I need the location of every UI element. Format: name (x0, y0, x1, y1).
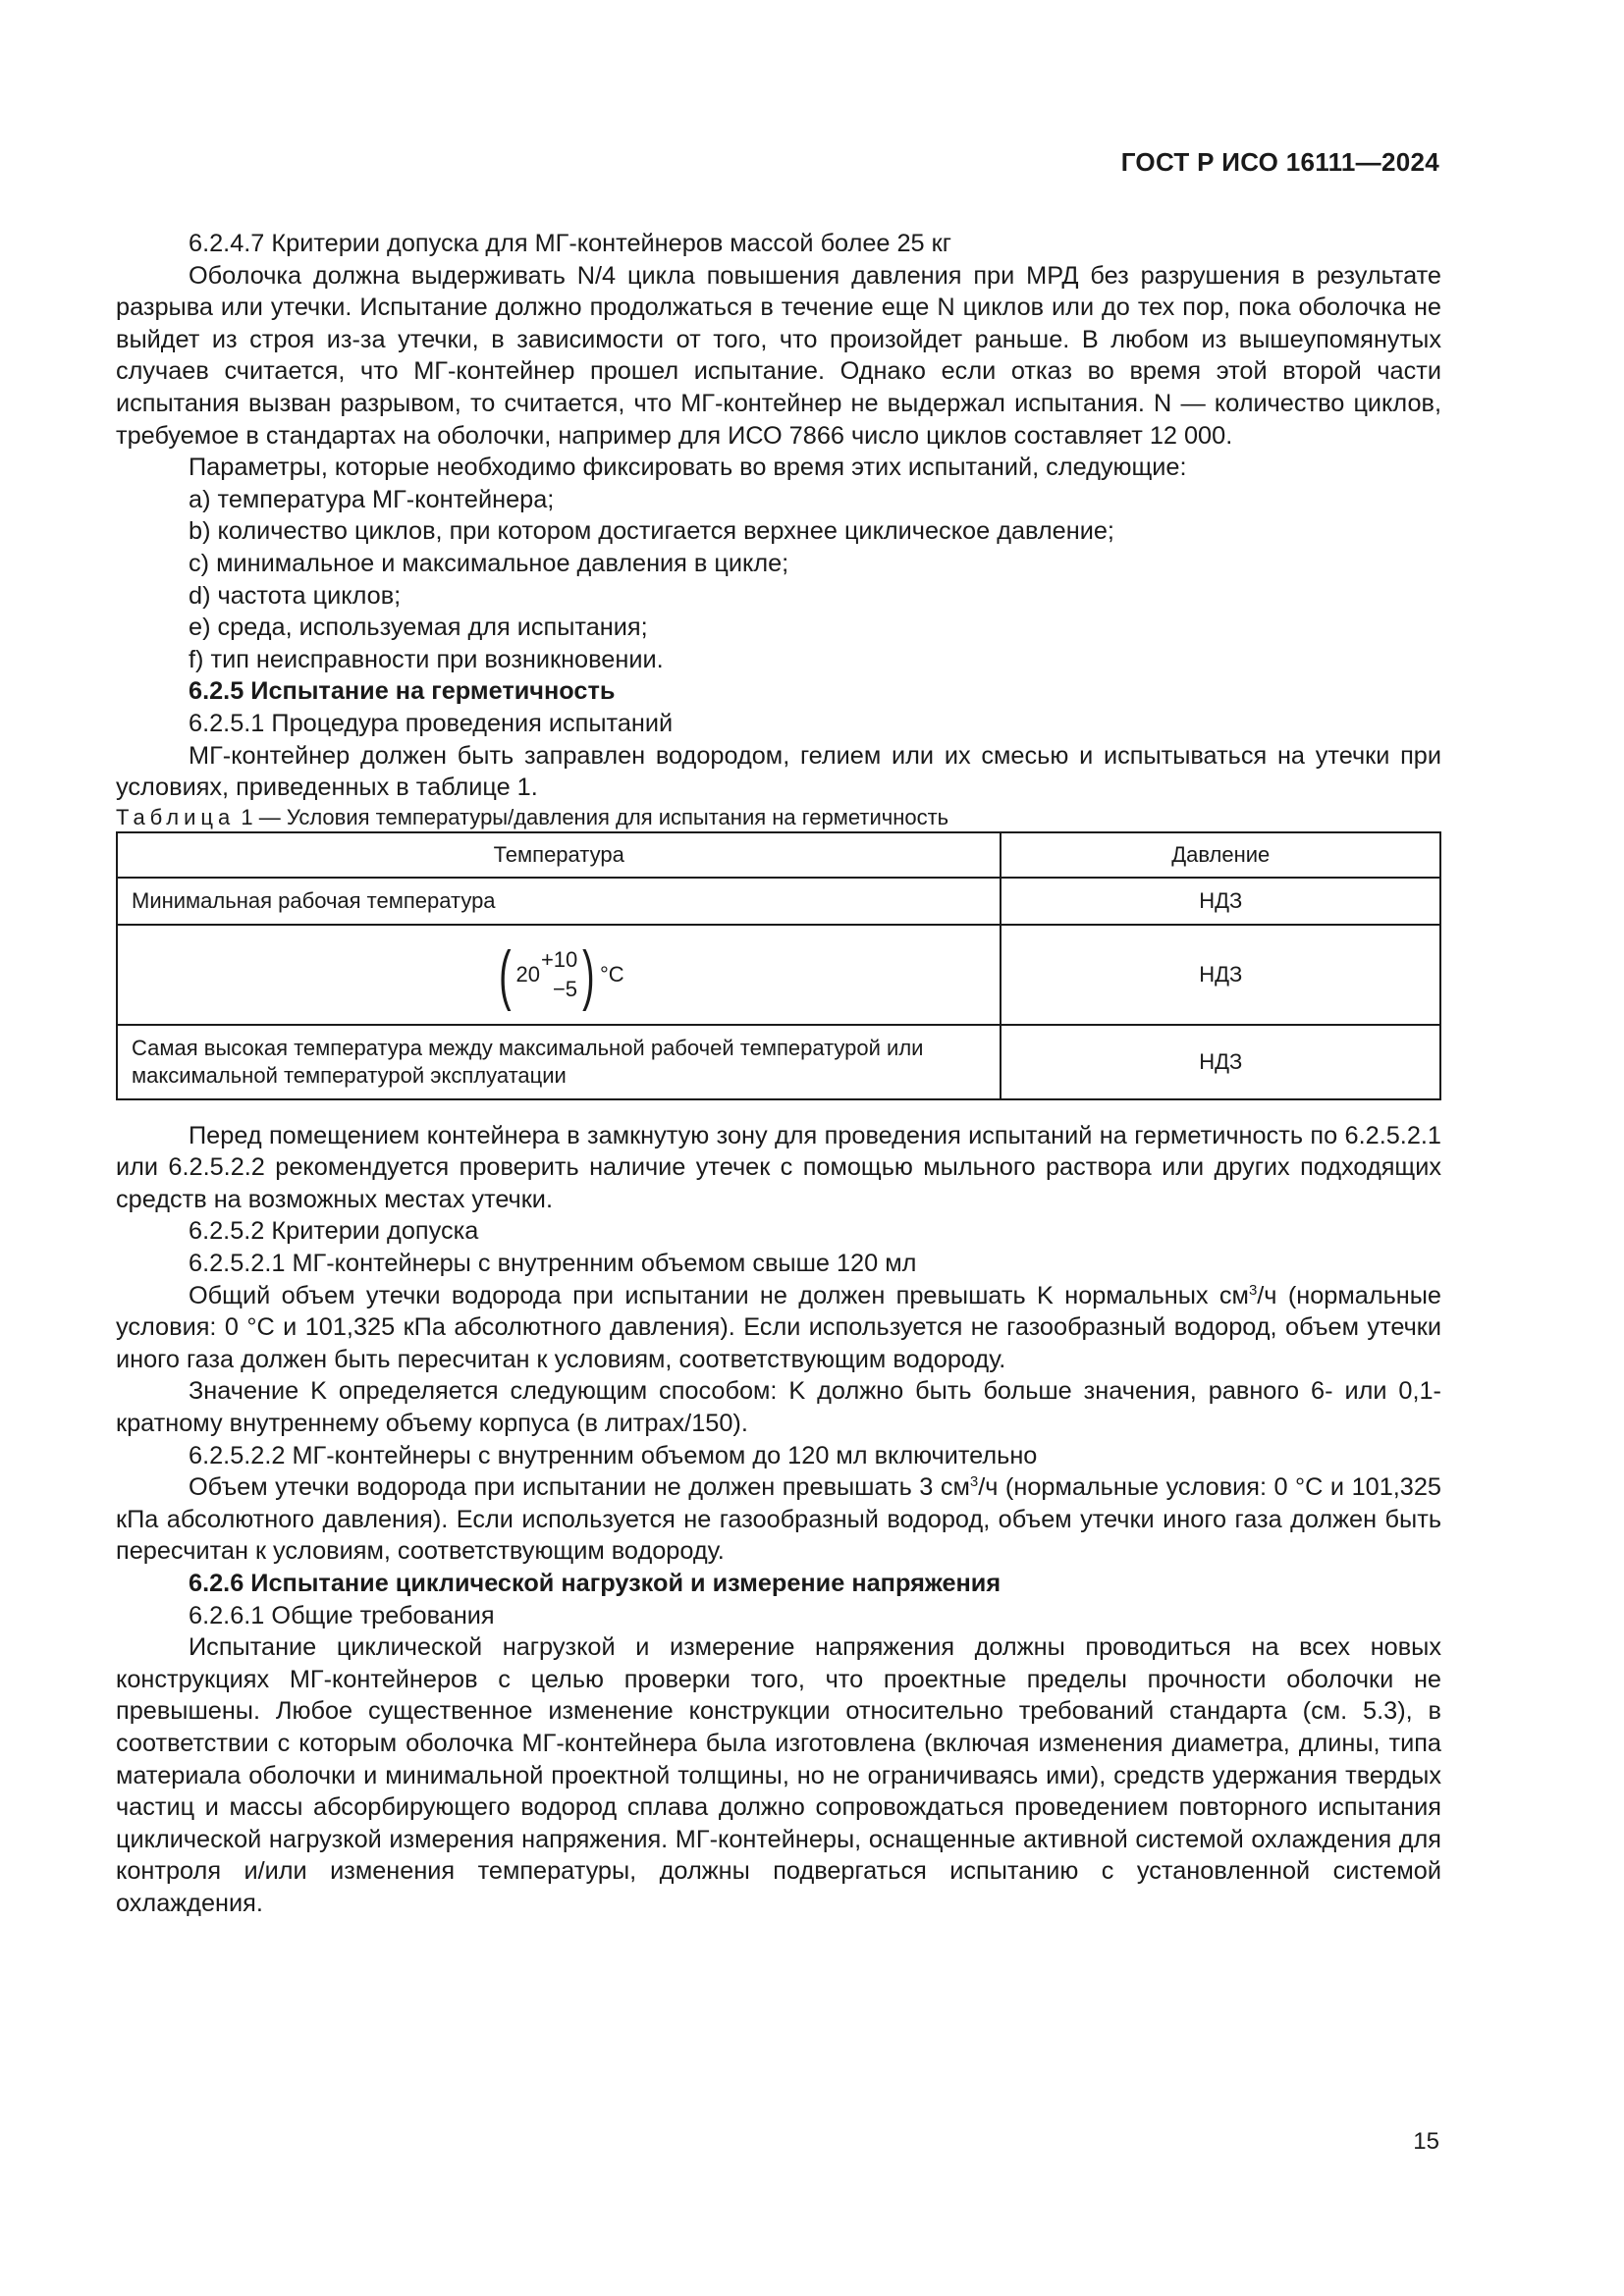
text-fragment: /ч (нормальные условия: 0 °C и 101,325 кПа абсолютного давления). Если используется не газообразный водород, объем утечки иного газа должен быть пересчитан к условиям, соответствующим водороду. (116, 1473, 1442, 1566)
right-paren: ) (582, 936, 595, 1012)
table-header-temperature: Температура (117, 832, 1001, 878)
table-row (117, 925, 1440, 1025)
table-caption-text: 1 — Условия температуры/давления для испытания на герметичность (235, 804, 949, 829)
table-row (117, 878, 1440, 925)
text-fragment: Объем утечки водорода при испытании не должен превышать 3 см (189, 1473, 970, 1502)
temperature-expression (494, 936, 624, 1012)
table-cell-temperature (117, 925, 1001, 1025)
table-header-row (117, 832, 1440, 878)
section-6-2-5-2-2-title: 6.2.5.2.2 МГ-контейнеры с внутренним объемом до 120 мл включительно (189, 1441, 1038, 1469)
table-caption-label: Таблица (116, 804, 236, 829)
list-item: c) минимальное и максимальное давления в цикле; (189, 549, 789, 577)
paragraph-parameters-intro: Параметры, которые необходимо фиксировать во время этих испытаний, следующие: (189, 454, 1187, 482)
tolerance-minus: −5 (552, 976, 578, 1001)
paragraph-before-test: Перед помещением контейнера в замкнутую зону для проведения испытаний на герметичность по 6.2.5.2.1 или 6.2.5.2.2 рекомендуется проверить наличие утечек с помощью мыльного раствора или других подходящих средств на возможных местах утечки. (116, 1121, 1441, 1213)
table-row (117, 1025, 1440, 1099)
section-6-2-4-7-title: 6.2.4.7 Критерии допуска для МГ-контейнеров массой более 25 кг (189, 230, 951, 257)
temperature-base: 20 (515, 961, 540, 987)
list-item: e) среда, используемая для испытания; (189, 614, 648, 642)
list-item: b) количество циклов, при котором достигается верхнее циклическое давление; (189, 517, 1114, 546)
paragraph-shell-requirements: Оболочка должна выдерживать N/4 цикла повышения давления при МРД без разрушения в результате разрыва или утечки. Испытание должно продолжаться в течение еще N циклов или до тех пор, пока оболочка не выйдет из строя из-за утечки, в зависимости от того, что произойдет раньше. В любом из вышеупомянутых случаев считается, что МГ-контейнер прошел испытание. Однако если отказ во время этой второй части испытания вызван разрывом, то считается, что МГ-контейнер не выдержал испытания. N — количество циклов, требуемое в стандартах на оболочки, например для ИСО 7866 число циклов составляет 12 000. (116, 261, 1441, 450)
table-header-pressure: Давление (1001, 832, 1440, 878)
table-cell-temperature: Самая высокая температура между максимальной рабочей температурой или максимальной температурой эксплуатации (117, 1025, 1001, 1099)
list-item: a) температура МГ-контейнера; (189, 485, 555, 513)
superscript: 3 (969, 1473, 979, 1491)
section-6-2-6-heading: 6.2.6 Испытание циклической нагрузкой и измерение напряжения (189, 1570, 1001, 1597)
table-cell-pressure: НДЗ (1001, 925, 1440, 1025)
section-6-2-5-heading: 6.2.5 Испытание на герметичность (189, 677, 616, 706)
document-body (116, 228, 1441, 1920)
temperature-tolerance (541, 945, 577, 1004)
text-fragment: Общий объем утечки водорода при испытании не должен превышать K нормальных см (189, 1281, 1249, 1309)
document-header: ГОСТ Р ИСО 16111—2024 (1120, 147, 1439, 177)
superscript: 3 (1248, 1281, 1258, 1299)
temperature-unit: °C (599, 961, 624, 987)
left-paren: ( (498, 936, 512, 1012)
table-cell-temperature: Минимальная рабочая температура (117, 878, 1001, 925)
conditions-table (116, 831, 1441, 1100)
list-item: f) тип неисправности при возникновении. (189, 645, 664, 673)
list-item: d) частота циклов; (189, 581, 402, 610)
paragraph-k-value: Значение K определяется следующим способом: K должно быть больше значения, равного 6- или 0,1-кратному внутреннему объему корпуса (в литрах/150). (116, 1377, 1441, 1438)
paragraph-cyclic-load: Испытание циклической нагрузкой и измерение напряжения должны проводиться на всех новых конструкциях МГ-контейнеров с целью проверки того, что проектные пределы прочности оболочки не превышены. Любое существенное изменение конструкции относительно требований стандарта (см. 5.3), в соответствии с которым оболочка МГ-контейнера была изготовлена (включая изменения диаметра, длины, типа материала оболочки и минимальной проектной толщины, но не ограничиваясь ими), средств удержания твердых частиц и массы абсорбирующего водород сплава должно сопровождаться проведением повторного испытания циклической нагрузкой измерения напряжения. МГ-контейнеры, оснащенные активной системой охлаждения для контроля и/или изменения температуры, должны подвергаться испытанию с установленной системой охлаждения. (116, 1633, 1441, 1917)
section-6-2-5-2-1-title: 6.2.5.2.1 МГ-контейнеры с внутренним объемом свыше 120 мл (189, 1250, 917, 1278)
page-number: 15 (1413, 2128, 1439, 2155)
table-caption (116, 804, 1441, 831)
paragraph-leak-volume (116, 1471, 1441, 1568)
section-6-2-5-1-title: 6.2.5.1 Процедура проведения испытаний (189, 709, 674, 737)
paragraph-total-leak (116, 1280, 1441, 1376)
paragraph-fill-conditions: МГ-контейнер должен быть заправлен водородом, гелием или их смесью и испытываться на утечки при условиях, приведенных в таблице 1. (116, 741, 1441, 802)
table-cell-pressure: НДЗ (1001, 1025, 1440, 1099)
section-6-2-6-1-title: 6.2.6.1 Общие требования (189, 1601, 495, 1629)
table-cell-pressure: НДЗ (1001, 878, 1440, 925)
tolerance-plus: +10 (540, 946, 578, 972)
text-fragment: /ч (нормальные условия: 0 °C и 101,325 кПа абсолютного давления). Если используется не газообразный водород, объем утечки иного газа должен быть пересчитан к условиям, соответствующим водороду. (116, 1281, 1441, 1373)
section-6-2-5-2-title: 6.2.5.2 Критерии допуска (189, 1217, 479, 1246)
